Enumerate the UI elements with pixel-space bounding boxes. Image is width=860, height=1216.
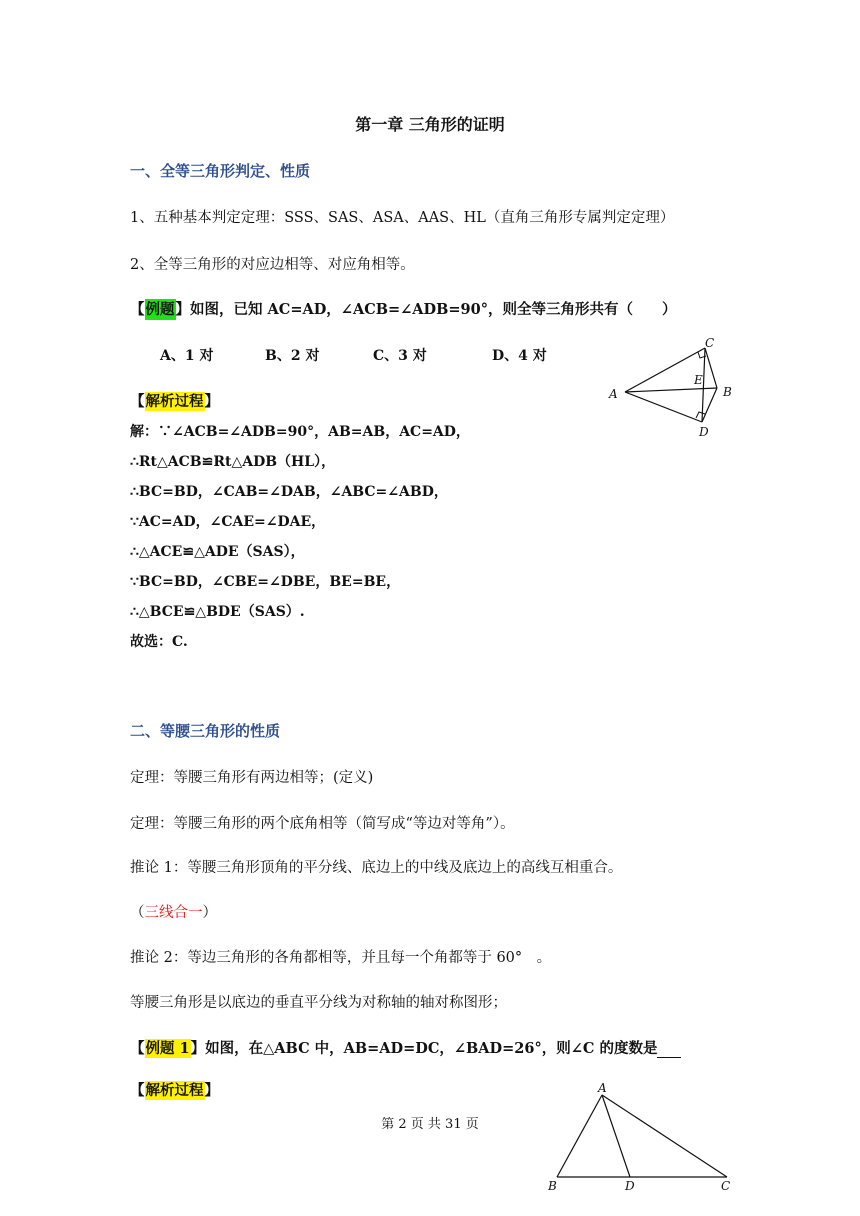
solution-line-8: 故选：C.: [130, 634, 188, 650]
example2-question-line: 【例题 1】如图，在△ABC 中，AB=AD=DC，∠BAD=26°，则∠C 的度数是: [130, 1037, 681, 1058]
example1-tag: 例题: [145, 301, 175, 318]
bracket-close: 】: [175, 301, 190, 318]
fig2-label-c: C: [721, 1179, 731, 1193]
bracket-open: 【: [130, 301, 145, 318]
solution-line-7: ∴△BCE≌△BDE（SAS）.: [130, 604, 305, 620]
solution-line-1: 解：∵∠ACB=∠ADB=90°，AB=AB，AC=AD，: [130, 424, 470, 440]
option-a: A、1 对: [160, 348, 214, 364]
analysis1-tag: 解析过程: [145, 393, 204, 410]
fig1-label-b: B: [723, 385, 732, 399]
example2-question: 如图，在△ABC 中，AB=AD=DC，∠BAD=26°，则∠C 的度数是: [205, 1040, 658, 1057]
fig1-label-c: C: [705, 336, 715, 350]
fig2-label-b: B: [548, 1179, 557, 1193]
chapter-title: 第一章 三角形的证明: [355, 115, 505, 134]
theorem1: 定理：等腰三角形有两边相等；(定义): [130, 770, 374, 786]
example2-tag: 例题 1: [145, 1040, 190, 1057]
theorem2: 定理：等腰三角形的两个底角相等（简写成“等边对等角”）。: [130, 816, 515, 832]
fig1-label-d: D: [699, 425, 709, 439]
fig1-label-a: A: [609, 387, 618, 401]
symmetry-statement: 等腰三角形是以底边的垂直平分线为对称轴的轴对称图形；: [130, 995, 507, 1011]
three-lines-text: 三线合一: [144, 905, 203, 921]
solution-line-3: ∴BC=BD，∠CAB=∠DAB，∠ABC=∠ABD，: [130, 484, 448, 500]
section2-heading: 二、等腰三角形的性质: [130, 722, 281, 740]
figure-triangle: [540, 1080, 740, 1196]
option-b: B、2 对: [265, 348, 320, 364]
analysis2-tag: 解析过程: [145, 1082, 204, 1099]
analysis2-heading: 【解析过程】: [130, 1082, 219, 1099]
solution-line-2: ∴Rt△ACB≌Rt△ADB（HL），: [130, 454, 336, 470]
option-d: D、4 对: [492, 348, 547, 364]
fig2-label-a: A: [598, 1081, 607, 1095]
figure-quadrilateral: [605, 330, 745, 440]
section1-item2: 2、全等三角形的对应边相等、对应角相等。: [130, 257, 415, 273]
solution-line-5: ∴△ACE≌△ADE（SAS），: [130, 544, 305, 560]
section1-item1: 1、五种基本判定定理：SSS、SAS、ASA、AAS、HL（直角三角形专属判定定理）: [130, 210, 675, 226]
three-lines-note: （三线合一）: [130, 905, 217, 921]
page-footer: 第 2 页 共 31 页: [381, 1117, 479, 1132]
example1-question: 如图，已知 AC=AD，∠ACB=∠ADB=90°，则全等三角形共有（ ）: [190, 301, 677, 318]
answer-blank: [657, 1043, 681, 1058]
section1-heading: 一、全等三角形判定、性质: [130, 162, 311, 180]
fig2-label-d: D: [625, 1179, 635, 1193]
fig1-label-e: E: [694, 373, 703, 387]
option-c: C、3 对: [373, 348, 427, 364]
solution-line-4: ∵AC=AD，∠CAE=∠DAE，: [130, 514, 326, 530]
corollary2: 推论 2：等边三角形的各角都相等，并且每一个角都等于 60° 。: [130, 950, 552, 966]
corollary1: 推论 1：等腰三角形顶角的平分线、底边上的中线及底边上的高线互相重合。: [130, 860, 623, 876]
example1-question-line: [130, 298, 676, 319]
solution-line-6: ∵BC=BD，∠CBE=∠DBE，BE=BE，: [130, 574, 401, 590]
analysis1-heading: 【解析过程】: [130, 393, 219, 410]
